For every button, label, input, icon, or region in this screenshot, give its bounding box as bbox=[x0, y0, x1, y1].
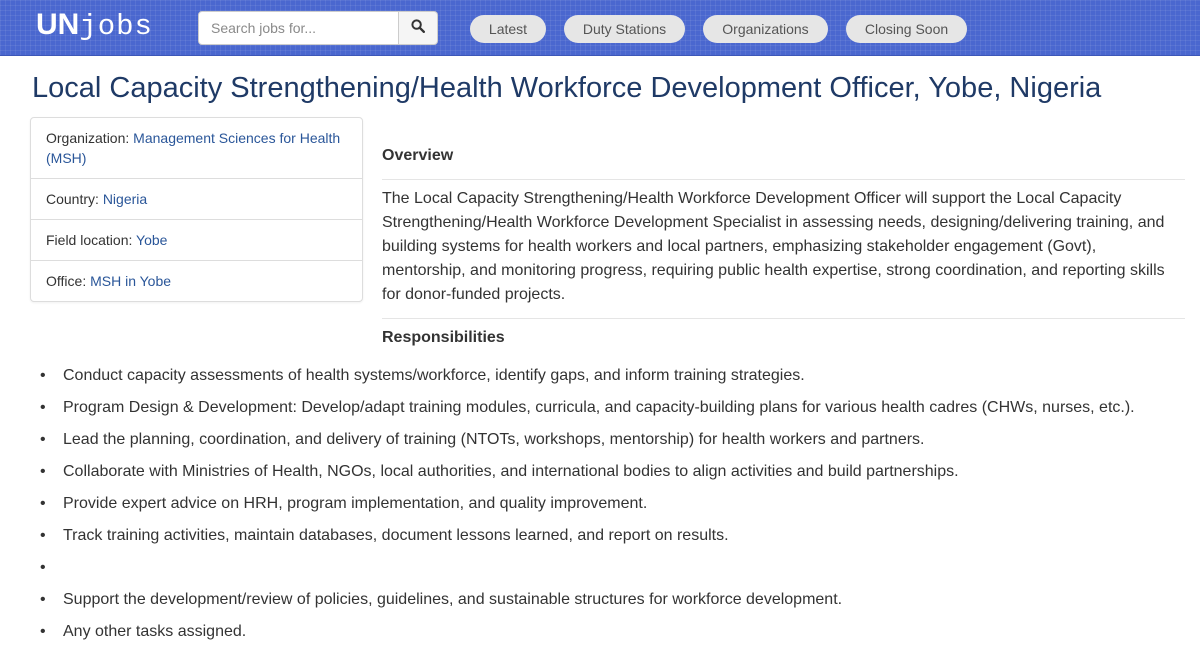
logo-un-text: UN bbox=[36, 8, 80, 41]
info-office bbox=[31, 261, 362, 301]
country-link[interactable]: Nigeria bbox=[102, 191, 148, 207]
overview-text: The Local Capacity Strengthening/Health Workforce Development Officer will support the Local Capacity Strengthening/Health Workforce Development Specialist in assessing needs, designing/delivering training, and building systems for health workers and local partners, emphasizing stakeholder engagement (Govt), mentorship, and monitoring progress, requiring public health expertise, strong coordination, and reporting skills for donor-funded projects. bbox=[382, 190, 1165, 303]
nav-latest[interactable]: Latest bbox=[470, 15, 546, 43]
list-item-text: Support the development/review of policies, guidelines, and sustainable structures for workforce development. bbox=[63, 591, 843, 608]
organization-label: Organization: bbox=[46, 130, 130, 146]
overview-divider bbox=[382, 179, 1185, 180]
list-item-text: Conduct capacity assessments of health systems/workforce, identify gaps, and inform training strategies. bbox=[63, 367, 805, 384]
nav-organizations[interactable]: Organizations bbox=[703, 15, 828, 43]
responsibilities-list bbox=[0, 364, 1200, 652]
site-header bbox=[0, 0, 1200, 56]
responsibilities-divider bbox=[382, 318, 1185, 319]
country-label: Country: bbox=[46, 191, 99, 207]
organization-link[interactable]: Management Sciences for Health (MSH) bbox=[46, 130, 341, 166]
list-item-empty bbox=[0, 556, 1200, 588]
bullet-mark: • bbox=[40, 591, 46, 608]
list-item bbox=[0, 396, 1200, 428]
list-item-text: Any other tasks assigned. bbox=[63, 623, 247, 640]
search-button[interactable] bbox=[399, 11, 438, 45]
search-icon bbox=[411, 19, 425, 38]
bullet-mark: • bbox=[40, 399, 46, 416]
list-item-text: Track training activities, maintain databases, document lessons learned, and report on results. bbox=[63, 527, 729, 544]
list-item bbox=[0, 428, 1200, 460]
bullet-mark: • bbox=[40, 495, 46, 512]
responsibilities-heading: Responsibilities bbox=[382, 329, 505, 346]
bullet-mark: • bbox=[40, 527, 46, 544]
list-item-text: Collaborate with Ministries of Health, NGOs, local authorities, and international bodies to align activities and build partnerships. bbox=[63, 463, 959, 480]
bullet-mark: • bbox=[40, 623, 46, 640]
list-item-text: Lead the planning, coordination, and delivery of training (NTOTs, workshops, mentorship) for health workers and partners. bbox=[63, 431, 925, 448]
field-location-label: Field location: bbox=[46, 232, 133, 248]
field-location-link[interactable]: Yobe bbox=[136, 232, 168, 248]
search-form bbox=[198, 11, 438, 45]
list-item-text: Program Design & Development: Develop/adapt training modules, curricula, and capacity-building plans for various health cadres (CHWs, nurses, etc.). bbox=[63, 399, 1135, 416]
bullet-mark: • bbox=[40, 431, 46, 448]
nav-duty-stations[interactable]: Duty Stations bbox=[564, 15, 685, 43]
logo-jobs-text: jobs bbox=[79, 10, 153, 43]
info-country bbox=[31, 179, 362, 220]
site-logo[interactable] bbox=[36, 8, 153, 43]
list-item bbox=[0, 364, 1200, 396]
bullet-mark: • bbox=[40, 559, 46, 576]
bullet-mark: • bbox=[40, 367, 46, 384]
office-link[interactable]: MSH in Yobe bbox=[90, 273, 172, 289]
bullet-mark: • bbox=[40, 463, 46, 480]
overview-heading: Overview bbox=[382, 147, 454, 164]
search-input[interactable] bbox=[198, 11, 399, 45]
job-title: Local Capacity Strengthening/Health Workforce Development Officer, Yobe, Nigeria bbox=[32, 72, 1102, 104]
list-item bbox=[0, 620, 1200, 652]
info-field-location bbox=[31, 220, 362, 261]
list-item-text: Provide expert advice on HRH, program implementation, and quality improvement. bbox=[63, 495, 648, 512]
list-item bbox=[0, 588, 1200, 620]
list-item bbox=[0, 460, 1200, 492]
job-info-panel bbox=[30, 117, 363, 302]
list-item bbox=[0, 492, 1200, 524]
info-organization bbox=[31, 118, 362, 179]
office-label: Office: bbox=[46, 273, 87, 289]
nav-closing-soon[interactable]: Closing Soon bbox=[846, 15, 967, 43]
list-item bbox=[0, 524, 1200, 556]
